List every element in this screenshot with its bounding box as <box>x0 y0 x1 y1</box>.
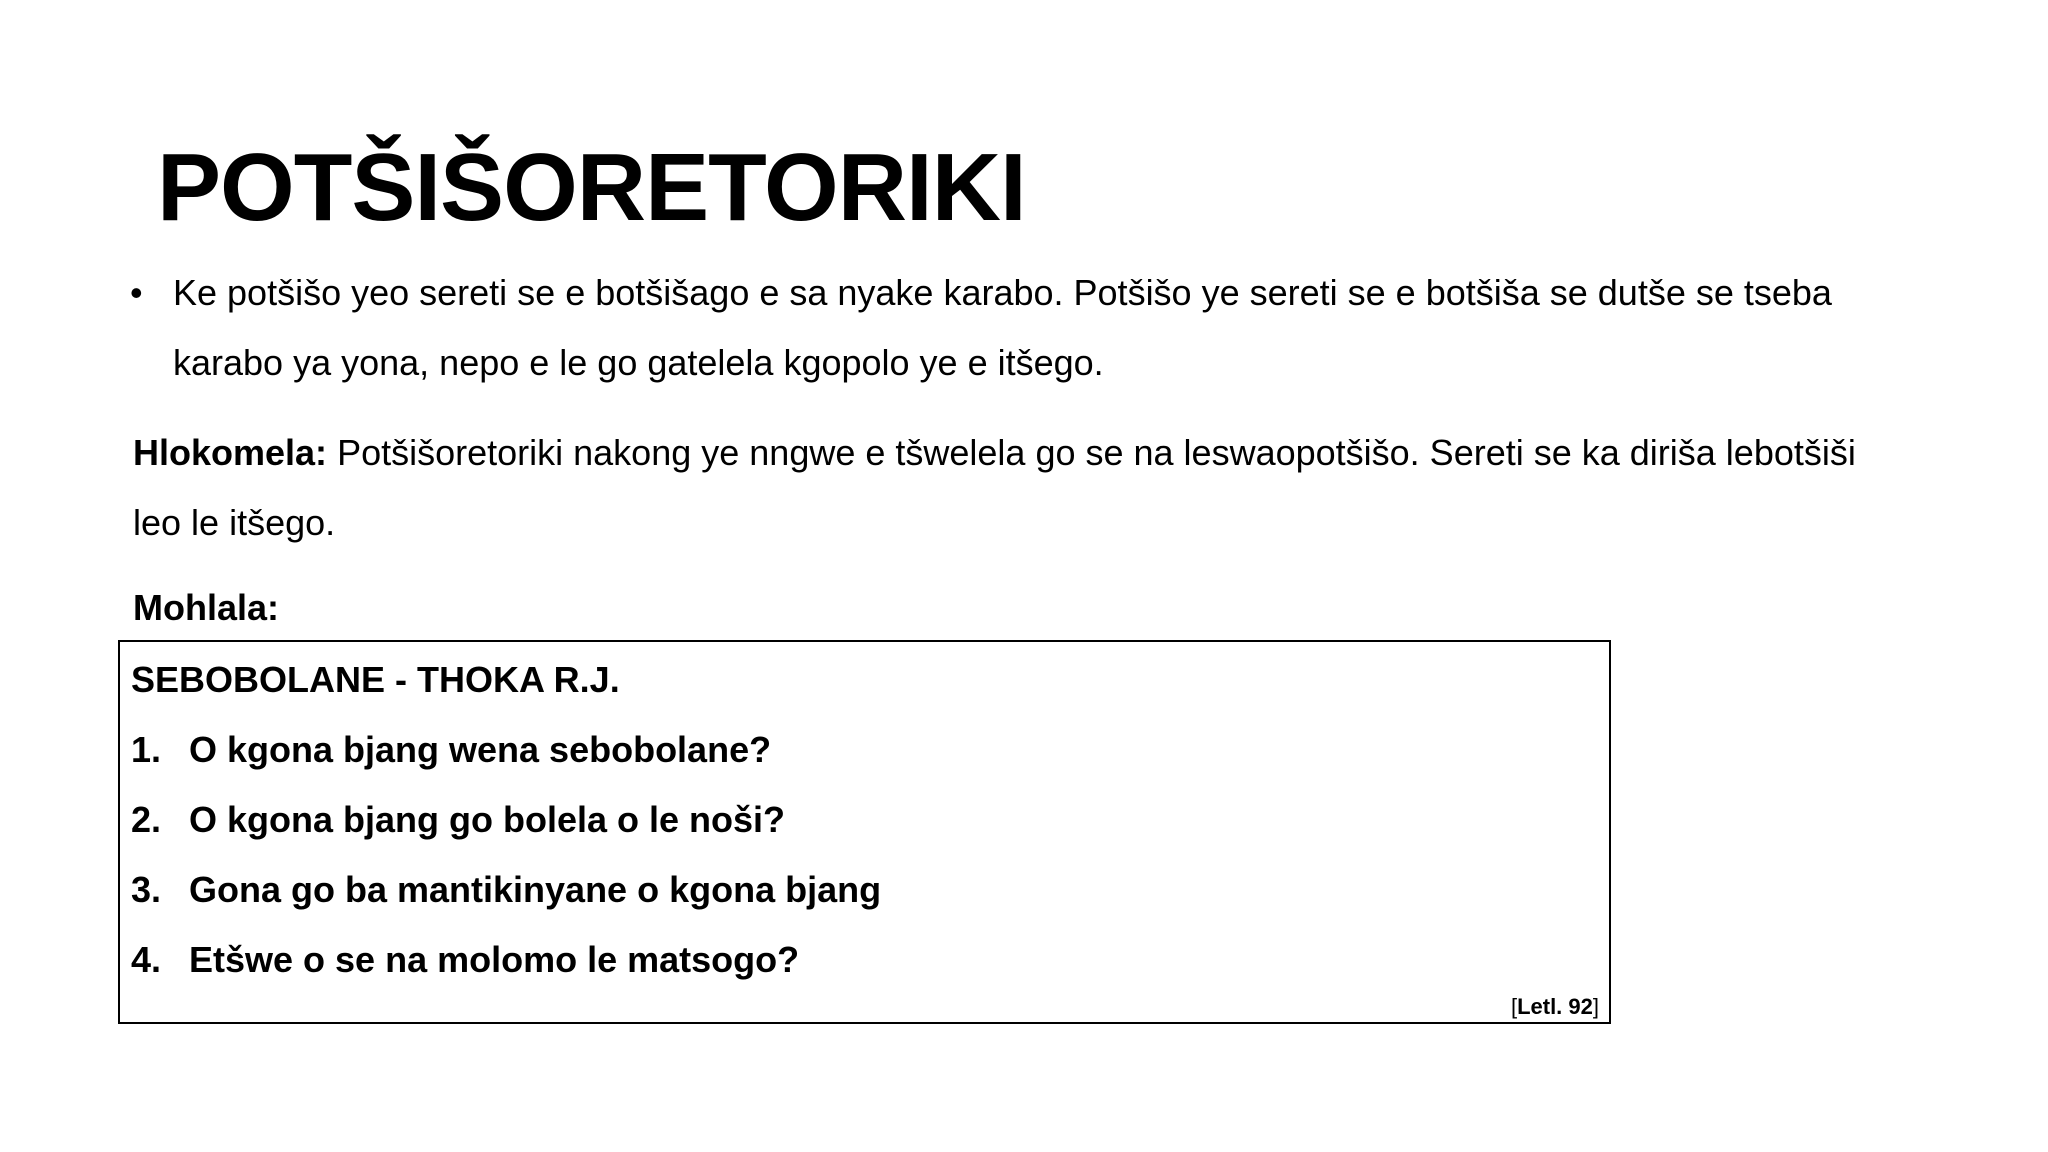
note-label: Hlokomela: <box>133 432 328 473</box>
list-item <box>131 868 881 938</box>
list-item-text: O kgona bjang go bolela o le noši? <box>189 799 786 840</box>
reference-open-bracket: [ <box>1510 994 1518 1019</box>
list-item <box>131 798 881 868</box>
definition-bullet <box>130 258 1890 398</box>
list-item-number: 3. <box>131 869 162 910</box>
example-label: Mohlala: <box>133 587 280 628</box>
bullet-marker: • <box>130 272 143 313</box>
definition-text: Ke potšišo yeo sereti se e botšišago e sa nyake karabo. Potšišo ye sereti se e botšiša se dutše se tseba karabo ya yona, nepo e le go gatelela kgopolo ye e itšego. <box>173 272 1832 383</box>
list-item-text: O kgona bjang wena sebobolane? <box>189 729 772 770</box>
list-item-text: Etšwe o se na molomo le matsogo? <box>189 939 800 980</box>
reference-close-bracket: ] <box>1592 994 1599 1019</box>
note-text: Potšišoretoriki nakong ye nngwe e tšwelela go se na leswaopotšišo. Sereti se ka diriša lebotšiši leo le itšego. <box>133 432 1856 543</box>
page-reference <box>1511 992 1599 1022</box>
list-item <box>131 938 881 1008</box>
list-item-number: 1. <box>131 729 162 770</box>
slide-title: POTŠIŠORETORIKI <box>157 134 1026 241</box>
example-box <box>118 640 1611 1024</box>
reference-text: Letl. 92 <box>1517 994 1593 1019</box>
list-item-number: 4. <box>131 939 162 980</box>
question-list <box>131 728 881 1008</box>
poem-heading: SEBOBOLANE - THOKA R.J. <box>131 659 620 700</box>
list-item <box>131 728 881 798</box>
list-item-number: 2. <box>131 799 162 840</box>
note-paragraph <box>133 418 1893 558</box>
list-item-text: Gona go ba mantikinyane o kgona bjang <box>189 869 882 910</box>
